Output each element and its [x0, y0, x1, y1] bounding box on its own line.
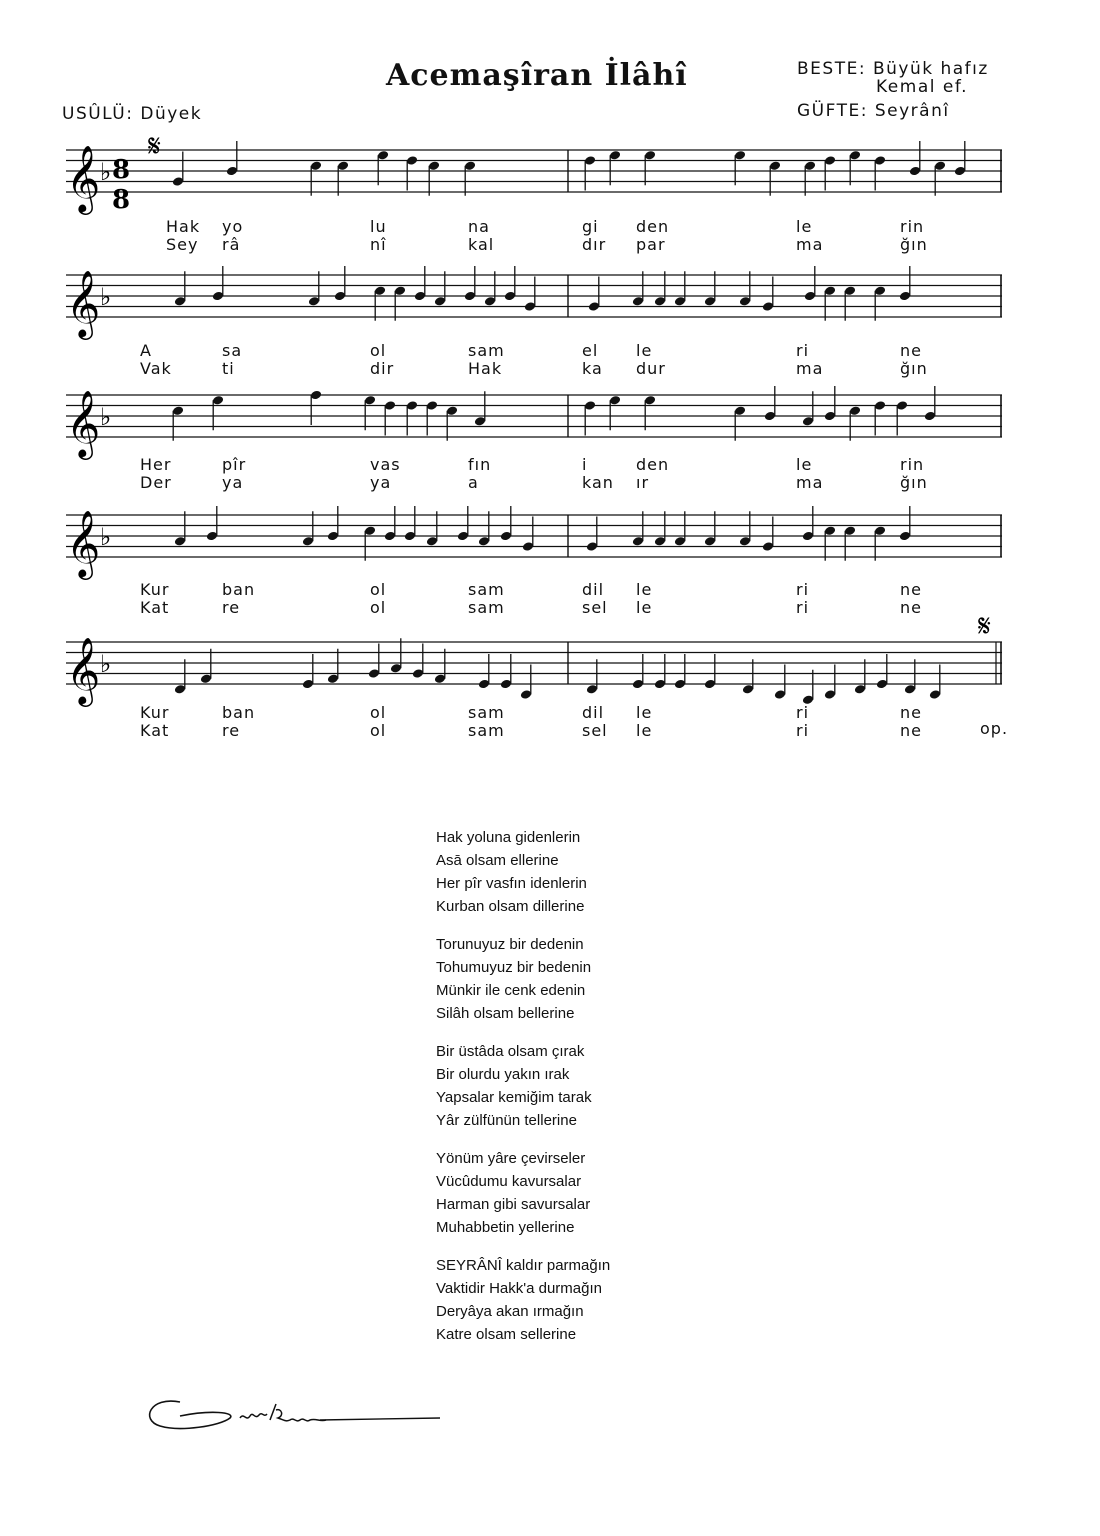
poem-line: Münkir ile cenk edenin	[436, 982, 586, 999]
lyric-syllable: ır	[636, 473, 650, 492]
poem-line: Bir olurdu yakın ırak	[436, 1066, 570, 1083]
lyric-syllable: Der	[140, 473, 172, 492]
poem-line: Hak yoluna gidenlerin	[436, 829, 581, 846]
lyric-syllable: le	[796, 455, 813, 474]
signature	[140, 1390, 450, 1440]
lyric-syllable: A	[140, 341, 152, 360]
lyric-syllable: re	[222, 721, 241, 740]
lyric-syllable: ma	[796, 359, 824, 378]
poem	[436, 826, 610, 1361]
stanza	[436, 1254, 610, 1346]
time-signature-bottom: 8	[112, 185, 131, 215]
lyric-syllable: ol	[370, 580, 387, 599]
lyric-syllable: Kat	[140, 721, 170, 740]
poem-line: Bir üstâda olsam çırak	[436, 1043, 585, 1060]
flat-sign: ♭	[100, 158, 112, 186]
lyric-syllable: ya	[222, 473, 244, 492]
lyric-syllable: Hak	[166, 217, 201, 236]
stanza	[436, 826, 610, 918]
lyric-syllable: Kur	[140, 580, 170, 599]
lyric-syllable: ri	[796, 703, 810, 722]
lyric-syllable: Sey	[166, 235, 199, 254]
composer-name-line1: Büyük hafız	[872, 59, 989, 79]
segno-end: 𝄋	[978, 609, 991, 644]
lyric-syllable: ğın	[900, 473, 928, 492]
lyric-syllable: sam	[468, 580, 505, 599]
poem-line: Silâh olsam bellerine	[436, 1005, 575, 1022]
lyric-syllable: sa	[222, 341, 243, 360]
treble-clef: 𝄞	[66, 144, 101, 212]
lyric-syllable: fın	[468, 455, 492, 474]
lyric-syllable: Kat	[140, 598, 170, 617]
lyric-syllable: nî	[370, 235, 387, 254]
lyric-syllable: ol	[370, 721, 387, 740]
lyric-syllable: sam	[468, 341, 505, 360]
lyricist-name: Seyrânî	[874, 101, 950, 121]
lyric-syllable: pîr	[222, 455, 247, 474]
composer-label: BESTE:	[797, 59, 867, 79]
stanza	[436, 1040, 610, 1132]
lyric-syllable: el	[582, 341, 599, 360]
poem-line: SEYRÂNÎ kaldır parmağın	[436, 1257, 611, 1274]
lyric-syllable: ne	[900, 721, 922, 740]
lyric-syllable: ri	[796, 598, 810, 617]
lyric-syllable: den	[636, 455, 670, 474]
lyric-syllable: Vak	[140, 359, 172, 378]
lyric-syllable: kan	[582, 473, 614, 492]
poem-line: Vaktidir Hakk'a durmağın	[436, 1280, 602, 1297]
lyric-syllable: râ	[222, 235, 241, 254]
lyric-syllable: ya	[370, 473, 392, 492]
lyric-syllable: i	[582, 455, 588, 474]
poem-line: Asā olsam ellerine	[436, 852, 559, 869]
lyric-syllable: rin	[900, 455, 925, 474]
lyric-syllable: ma	[796, 235, 824, 254]
lyric-syllable: par	[636, 235, 666, 254]
lyric-syllable: dil	[582, 703, 605, 722]
poem-line: Tohumuyuz bir bedenin	[436, 959, 592, 976]
lyric-syllable: ğın	[900, 359, 928, 378]
poem-line: Katre olsam sellerine	[436, 1326, 577, 1343]
lyric-syllable: le	[636, 703, 653, 722]
stanza	[436, 1147, 610, 1239]
lyric-syllable: ban	[222, 580, 256, 599]
lyric-syllable: kal	[468, 235, 495, 254]
lyric-syllable: Hak	[468, 359, 503, 378]
lyric-syllable: ne	[900, 703, 922, 722]
stanza	[436, 933, 610, 1025]
time-signature-top: 8	[112, 155, 131, 185]
lyric-syllable: ol	[370, 598, 387, 617]
staves	[66, 144, 1002, 707]
poem-line: Yapsalar kemiğim tarak	[436, 1089, 592, 1106]
lyric-syllable: lu	[370, 217, 387, 236]
lyric-syllable: sam	[468, 598, 505, 617]
lyric-syllable: ri	[796, 580, 810, 599]
notes	[172, 141, 966, 705]
lyric-syllable: re	[222, 598, 241, 617]
lyric-syllable: ne	[900, 580, 922, 599]
flat-sign: ♭	[100, 523, 112, 551]
music-score	[0, 0, 1100, 760]
lyric-syllable: Kur	[140, 703, 170, 722]
lyric-syllable: ne	[900, 341, 922, 360]
ending-mark: op.	[980, 719, 1009, 738]
poem-line: Yâr zülfünün tellerine	[436, 1112, 577, 1129]
composer-name-line2: Kemal ef.	[876, 77, 968, 97]
poem-line: Torunuyuz bir dedenin	[436, 936, 584, 953]
poem-line: Vücûdumu kavursalar	[436, 1173, 582, 1190]
lyric-syllable: dır	[582, 235, 607, 254]
lyric-syllable: sam	[468, 721, 505, 740]
lyric-syllable: le	[796, 217, 813, 236]
poem-line: Harman gibi savursalar	[436, 1196, 591, 1213]
lyric-syllable: le	[636, 721, 653, 740]
page-title: Acemaşîran İlâhî	[386, 58, 688, 93]
lyric-syllable: rin	[900, 217, 925, 236]
lyric-syllable: ğın	[900, 235, 928, 254]
lyric-syllable: ka	[582, 359, 603, 378]
treble-clef: 𝄞	[66, 636, 101, 704]
treble-clef: 𝄞	[66, 509, 101, 577]
lyric-syllable: sel	[582, 721, 608, 740]
lyric-syllable: ma	[796, 473, 824, 492]
lyric-syllable: a	[468, 473, 479, 492]
lyric-syllable: Her	[140, 455, 172, 474]
flat-sign: ♭	[100, 283, 112, 311]
lyric-syllable: sel	[582, 598, 608, 617]
lyric-syllable: yo	[222, 217, 244, 236]
poem-line: Her pîr vasfın idenlerin	[436, 875, 587, 892]
lyric-syllable: dur	[636, 359, 666, 378]
poem-line: Deryâya akan ırmağın	[436, 1303, 584, 1320]
poem-line: Muhabbetin yellerine	[436, 1219, 575, 1236]
lyric-syllable: ol	[370, 341, 387, 360]
lyric-syllable: dir	[370, 359, 395, 378]
poem-line: Yönüm yâre çevirseler	[436, 1150, 586, 1167]
lyricist-label: GÜFTE:	[797, 101, 868, 121]
poem-line: Kurban olsam dillerine	[436, 898, 585, 915]
lyric-syllable: ri	[796, 721, 810, 740]
usul-label: USÛLÜ: Düyek	[62, 104, 203, 124]
lyric-syllable: le	[636, 580, 653, 599]
lyric-syllable: sam	[468, 703, 505, 722]
lyric-syllable: dil	[582, 580, 605, 599]
lyric-syllable: le	[636, 598, 653, 617]
lyric-syllable: le	[636, 341, 653, 360]
lyric-syllable: gi	[582, 217, 599, 236]
segno-start: 𝄋	[148, 129, 161, 164]
lyric-syllable: den	[636, 217, 670, 236]
treble-clef: 𝄞	[66, 389, 101, 457]
flat-sign: ♭	[100, 650, 112, 678]
treble-clef: 𝄞	[66, 269, 101, 337]
lyric-syllable: na	[468, 217, 490, 236]
lyric-syllable: vas	[370, 455, 401, 474]
lyric-syllable: ne	[900, 598, 922, 617]
lyric-syllable: ol	[370, 703, 387, 722]
flat-sign: ♭	[100, 403, 112, 431]
lyric-syllable: ban	[222, 703, 256, 722]
lyric-syllable: ti	[222, 359, 235, 378]
lyric-syllable: ri	[796, 341, 810, 360]
